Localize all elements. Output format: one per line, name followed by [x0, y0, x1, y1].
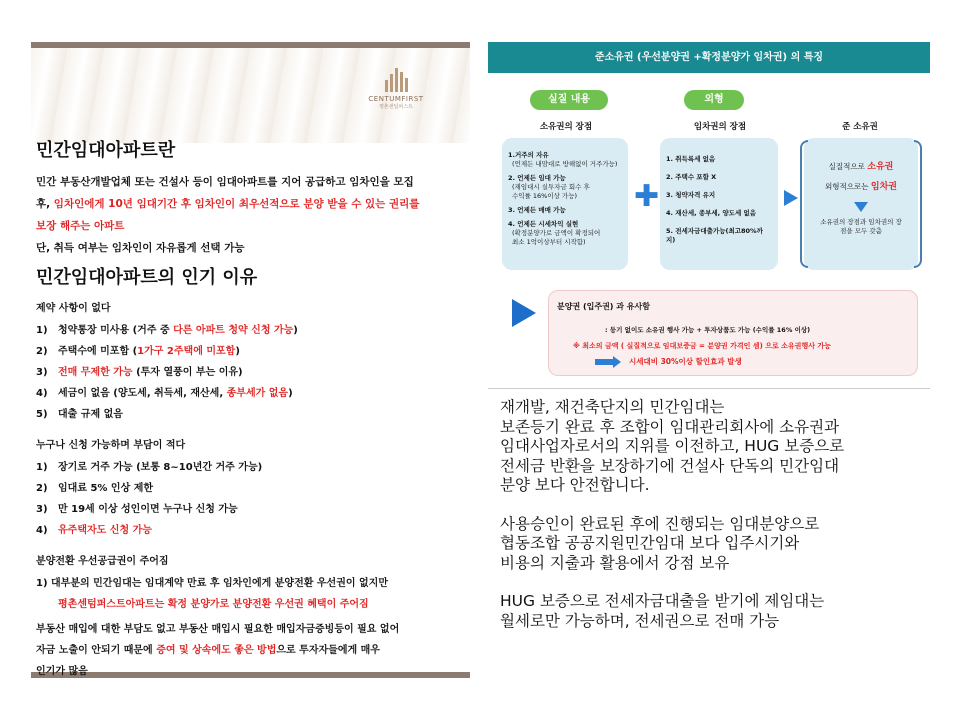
left-document-panel — [31, 42, 470, 678]
sec1-item-text: 주택수에 미포함 ( — [58, 346, 138, 357]
ownership-diagram — [488, 42, 930, 389]
sec2-item — [36, 457, 465, 478]
sec2-item-num: 2) — [36, 483, 48, 494]
sec1-item — [36, 362, 465, 383]
text-line: 재개발, 재건축단지의 민간임대는 — [500, 398, 725, 416]
paragraph-3 — [500, 592, 940, 631]
paragraph-2 — [500, 515, 940, 574]
bracket-left — [800, 140, 808, 268]
intro-line-1: 민간 부동산개발업체 또는 건설사 등이 임대아파트를 지어 공급하고 임차인을 모집 — [36, 176, 414, 188]
col1-line: 4. 언제든 시세차익 실현 — [508, 220, 579, 228]
col1-box — [502, 138, 628, 270]
sec4-line-3: 인기가 많음 — [36, 666, 88, 677]
col1-line: (언제든 내맘대로 방해없이 거주가능) — [512, 160, 618, 168]
pink-arrow-shaft — [595, 359, 613, 365]
sec1-item-after: ) — [235, 346, 240, 357]
pink-line-1: : 등기 없이도 소유권 행사 가능 + 투자상품도 가능 (수익률 16% 이상) — [605, 326, 811, 334]
logo-sub: 평촌센텀퍼스트 — [379, 104, 413, 110]
text-line: 보존등기 완료 후 조합이 임대관리회사에 소유권과 — [500, 417, 840, 436]
col1-line: 2. 언제든 임대 가능 — [508, 174, 566, 182]
col3-line-2-a: 외형적으로는 — [825, 182, 871, 191]
arrow-down-icon — [854, 202, 868, 212]
intro-line-2 — [36, 193, 465, 215]
col2-box — [660, 138, 778, 270]
col2-line: 1. 취득록세 없음 — [666, 155, 716, 163]
sec4-line-1: 부동산 매입에 대한 부담도 없고 부동산 매입시 필요한 매입자금증빙등이 필요 없어 — [36, 624, 400, 635]
sec2-item-num: 3) — [36, 504, 48, 515]
pink-line-2: ※ 최소의 금액 ( 실질적으로 임대보증금 = 분양권 가격인 셈) 으로 소유권행사 가능 — [573, 342, 831, 350]
sec2-item-num: 1) — [36, 462, 48, 473]
col1-line: 최소 1억이상부터 시작함) — [512, 238, 586, 246]
sec2-item — [36, 499, 465, 520]
sec1-list — [36, 320, 465, 425]
sec3-line-2: 평촌센텀퍼스트아파트는 확정 분양가로 분양전환 우선권 혜택이 주어짐 — [58, 599, 369, 610]
col1-line: (확정분양가로 금액이 확정되어 — [512, 229, 601, 237]
col1-list — [508, 151, 622, 247]
sec4-line-2-a: 자금 노출이 안되기 때문에 — [36, 645, 157, 656]
text-line: 협동조합 공공지원민간임대 보다 입주시기와 — [500, 534, 800, 552]
pink-arrow-icon — [613, 356, 621, 368]
sec2-item-text: 장기로 거주 가능 (보통 8~10년간 거주 가능) — [58, 462, 263, 473]
col3-line-2 — [810, 182, 912, 192]
col1-line: 3. 언제든 매매 가능 — [508, 206, 566, 214]
sec1-item-text: 청약통장 미사용 (거주 중 — [58, 325, 174, 336]
sec1-item-after: ) — [293, 325, 298, 336]
col3-box — [804, 138, 918, 270]
col1-title: 소유권의 장점 — [539, 122, 593, 132]
sec3-title: 분양전환 우선공급권이 주어짐 — [36, 556, 169, 567]
sec1-item-num: 4) — [36, 388, 48, 399]
sec2-item-num: 4) — [36, 525, 48, 536]
title-popularity: 민간임대아파트의 인기 이유 — [36, 267, 258, 288]
sec1-item — [36, 404, 465, 425]
col2-line: 2. 주택수 포함 X — [666, 173, 717, 181]
col3-line-1 — [810, 162, 912, 172]
paragraph-1 — [500, 398, 940, 496]
plus-icon: ✚ — [634, 179, 660, 214]
bracket-right — [914, 140, 922, 268]
sec1-title: 제약 사항이 없다 — [36, 303, 111, 314]
sec1-item-red: 1가구 2주택에 미포함 — [137, 346, 236, 357]
sec1-item-num: 5) — [36, 409, 48, 420]
text-line: 임대사업자로서의 지위를 이전하고, HUG 보증으로 — [500, 437, 845, 455]
right-text-block — [500, 398, 940, 650]
sec1-item-text: 세금이 없음 (양도세, 취득세, 재산세, — [58, 388, 227, 399]
sec2-item — [36, 520, 465, 541]
sec1-item-num: 2) — [36, 346, 48, 357]
col1-line: (재임대시 실투자금 회수 후 — [512, 183, 590, 191]
sec2-title: 누구나 신청 가능하며 부담이 적다 — [36, 440, 186, 451]
sec4-line-2-red: 증여 및 상속에도 좋은 방법 — [156, 645, 277, 656]
sec2-list — [36, 457, 465, 541]
col3-line-1-red: 소유권 — [867, 162, 894, 172]
sec1-item-num: 3) — [36, 367, 48, 378]
text-line: 분양 보다 안전합니다. — [500, 476, 650, 494]
diagram-header: 준소유권 (우선분양권 +확정분양가 임차권) 의 특징 — [488, 42, 930, 73]
col2-line: 5. 전세자금대출가능(최고80%까 — [666, 227, 763, 235]
sec2-item — [36, 478, 465, 499]
logo-mark — [361, 68, 431, 92]
text-line: 비용의 지출과 활용에서 강점 보유 — [500, 553, 730, 572]
sec2-item-red: 유주택자도 신청 가능 — [58, 525, 152, 536]
col1-line: 수익률 16%이상 가능) — [512, 192, 578, 200]
col3-bottom: 소유권의 장점과 임차권의 장점을 모두 갖춤 — [820, 218, 902, 235]
sec1-item-red: 다른 아파트 청약 신청 가능 — [173, 325, 294, 336]
sec4-line-2 — [36, 640, 465, 661]
col2-title: 임차권의 장점 — [693, 122, 747, 132]
centumfirst-logo — [361, 68, 431, 110]
sec1-item — [36, 383, 465, 404]
sec1-item-after: ) — [288, 388, 293, 399]
col3-title: 준 소유권 — [842, 122, 878, 132]
sec1-item — [36, 320, 465, 341]
title-what-is: 민간임대아파트란 — [36, 140, 176, 161]
sec1-item-num: 1) — [36, 325, 48, 336]
col2-line: 지) — [666, 236, 676, 244]
col2-list — [666, 155, 772, 245]
text-line: 전세금 반환을 보장하기에 건설사 단독의 민간임대 — [500, 456, 840, 475]
pink-line-3: 시세대비 30%이상 할인효과 발생 — [629, 357, 742, 366]
pink-title: 분양권 (입주권) 과 유사함 — [557, 302, 650, 311]
intro-line-4: 단, 취득 여부는 임차인이 자유롭게 선택 가능 — [36, 242, 245, 254]
left-doc-content — [36, 136, 465, 682]
intro-line-2-red: 임차인에게 10년 임대기간 후 임차인이 최우선적으로 분양 받을 수 있는 권리를 — [53, 198, 420, 210]
col3-line-1-a: 실질적으로 — [828, 162, 868, 171]
sec1-item-red: 전매 무제한 가능 — [58, 367, 133, 378]
col2-line: 3. 청약자격 유지 — [666, 191, 716, 199]
sec4-line-2-b: 으로 투자자들에게 매우 — [276, 645, 380, 656]
col1-line: 1.거주의 자유 — [508, 151, 549, 159]
col3-line-2-red: 임차권 — [870, 182, 897, 192]
sec2-item-text: 만 19세 이상 성인이면 누구나 신청 가능 — [58, 504, 238, 515]
sec1-item-after: (투자 열풍이 부는 이유) — [132, 367, 243, 378]
sec1-item — [36, 341, 465, 362]
pill-appearance: 외형 — [684, 90, 744, 110]
text-line: 월세로만 가능하며, 전세권으로 전매 가능 — [500, 611, 780, 630]
sec3-line-1: 1) 대부분의 민간임대는 임대계약 만료 후 임차인에게 분양전환 우선권이 없지만 — [36, 578, 388, 589]
text-line: 사용승인이 완료된 후에 진행되는 임대분양으로 — [500, 514, 820, 533]
intro-line-2-a: 후, — [36, 198, 54, 210]
logo-brand: CENTUMFIRST — [368, 95, 424, 103]
sec1-item-text: 대출 규제 없음 — [58, 409, 123, 420]
pill-substance: 실질 내용 — [530, 90, 608, 110]
text-line: HUG 보증으로 전세자금대출을 받기에 제임대는 — [500, 592, 825, 610]
big-arrow-icon — [512, 299, 536, 327]
pink-box — [548, 290, 918, 376]
arrow-right-icon — [784, 190, 798, 206]
col2-line: 4. 재산세, 종부세, 양도세 없음 — [666, 209, 757, 217]
sec1-item-red: 종부세가 없음 — [226, 388, 289, 399]
intro-line-3: 보장 해주는 아파트 — [36, 220, 125, 232]
sec2-item-text: 임대료 5% 인상 제한 — [58, 483, 154, 494]
